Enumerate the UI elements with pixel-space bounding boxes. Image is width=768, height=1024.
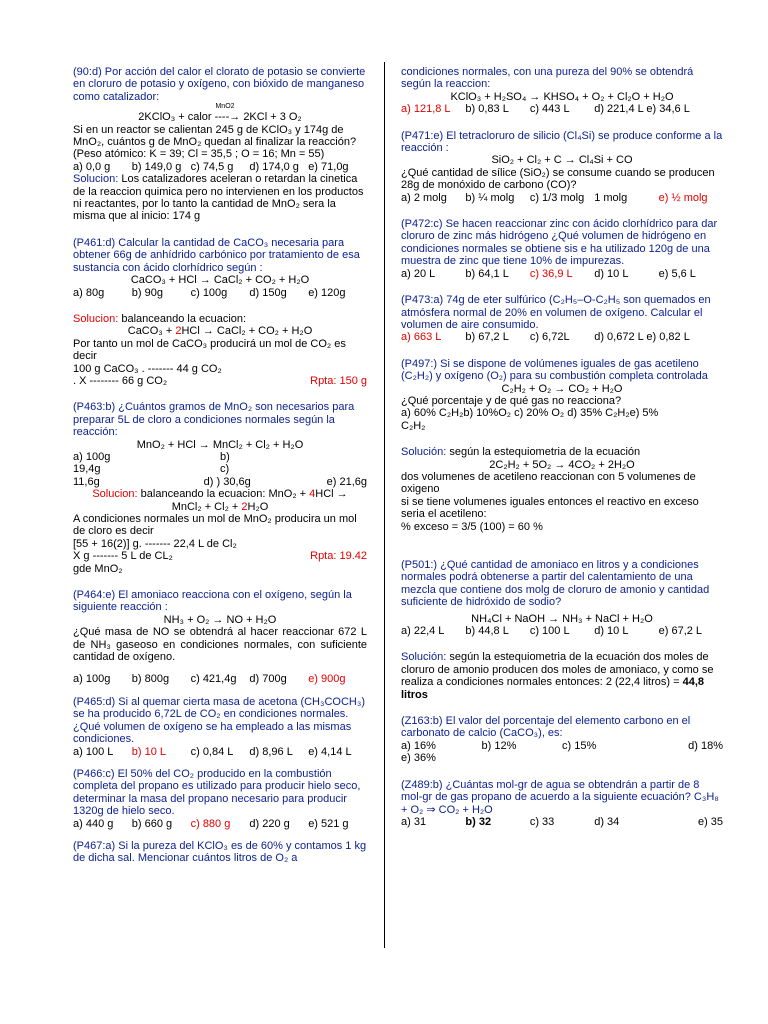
option-c: c) 1/3 molg [529,191,585,204]
right-column [401,66,723,838]
option-a: a) 100 L [73,745,114,758]
option-b: b) 64,1 L [465,267,509,280]
catalyst-label: MnO2 [215,103,235,111]
option-e-correct: e) ½ molg [658,191,708,204]
option-d: d) 18% [688,739,723,752]
option-a: a) 100g [73,450,111,463]
answer-options-wrap: C₂H₂ [401,419,426,432]
solution [73,173,367,223]
solution-label: Solución: [401,651,447,664]
result: % exceso = 3/5 (100) = 60 % [401,520,543,533]
problem-461 [73,237,367,387]
option-b: b) 90g [131,286,163,299]
solution-text: HCl → [315,488,348,501]
coefficient: 2 [241,500,248,513]
option-e: e) 21,6g [326,475,368,488]
option-e: e) 4,14 L [308,745,352,758]
option-c: c) 6,72L [529,331,570,344]
answer-options [401,103,723,115]
equation: SiO₂ + Cl₂ + C → Cl₄Si + CO [491,154,633,167]
problem-466 [73,768,367,830]
option-d: d) 220 g [249,817,290,830]
option-d: d) 10 L [594,625,629,638]
proportion-text: X g ------- 5 L de CL₂ [73,550,173,563]
option-a: a) 80g [73,286,105,299]
answer-options [73,287,367,299]
question-text: (Z163:b) El valor del porcentaje del elemento carbono en el carbonato de calcio (CaCO₃), es: [401,715,691,740]
option-b-correct: b) 32 [465,815,492,828]
balanced-equation: 2C₂H₂ + 5O₂ → 4CO₂ + 2H₂O [489,458,635,471]
option-b: b) 12% [481,739,517,752]
option-c: c) 0,84 L [190,745,234,758]
option-e: e) 5,6 L [658,267,696,280]
option-a: a) 16% [401,739,436,752]
proportion-line-1: 100 g CaCO₃ . ------- 44 g CO₂ [73,362,222,375]
option-a: a) 440 g [73,817,114,830]
question-text: (P461:d) Calcular la cantidad de CaCO₃ necesaria para obtener 66g de anhídrido carbónico por tratamiento de esa sustancia con ácido clorhídrico según : [73,236,360,274]
problem-467-continued [401,66,723,116]
explanation: si se tiene volumenes iguales entonces el reactivo en exceso seria el acetileno: [401,495,699,521]
answer-options [401,740,723,752]
solution [73,488,367,500]
option-d: d) ) 30,6g [203,475,251,488]
left-column [73,66,367,875]
option-a: a) 100g [73,673,111,686]
answer-options [73,476,367,488]
coefficient: 2 [175,325,182,338]
option-e: e) 120g [308,286,346,299]
question-text: (P473:a) 74g de eter sulfúrico (C₂H₅–O-C₂H₅ son quemados en atmósfera normal de 20% en volumen de oxígeno. Calcular el volumen de aire consumido. [401,294,711,331]
option-c: c) 33 [529,815,555,828]
answer-options [73,673,367,685]
option-d: 1 molg [594,191,628,204]
option-a: a) 2 molg [401,191,447,204]
question-text: (P465:d) Si al quemar cierta masa de acetona (CH₃COCH₃) se ha producido 6,72L de CO₂ en condiciones normales. ¿Qué volumen de oxígeno se ha empleado a las mismas condiciones. [73,695,366,746]
equation: KClO₃ + H₂SO₄ → KHSO₄ + O₂ + Cl₂O + H₂O [450,90,674,103]
equation: C₂H₂ + O₂ → CO₂ + H₂O [501,382,623,395]
problem-471 [401,130,723,204]
solution-text: balanceando la ecuacion: [121,312,247,325]
question-text: (P501:) ¿Qué cantidad de amoniaco en litros y a condiciones normales podrá obtenerse a partir del calentamiento de una mezcla que contiene dos molg de cloruro de amonio y cantidad suficiente de hidróxido de sodio? [401,559,710,609]
option-c: c) 74,5 g [190,160,234,173]
equation: 2KClO₃ + calor ----→ 2KCl + 3 O₂ [138,111,302,124]
problem-z489 [401,779,723,829]
answer-result: Rpta: 19.42 [310,550,367,563]
question-text: condiciones normales, con una pureza del 90% se obtendrá según la reaccion: [401,66,694,91]
option-b: b) 0,83 L [465,103,509,116]
option-b: b) ¼ molg [465,191,515,204]
answer-result: Rpta: 150 g [310,374,367,387]
solution-label: Solucion: [73,312,119,325]
problem-501 [401,559,723,701]
option-b: b) 67,2 L [465,331,509,344]
option-a: a) 22,4 L [401,625,445,638]
option-d: d) 8,96 L [249,745,293,758]
problem-472 [401,218,723,280]
option-a: a) 31 [401,815,427,828]
answer-options [401,816,723,828]
option-c: c) 421,4g [190,673,237,686]
problem-497 [401,358,723,533]
option-e: e) 36% [401,752,436,765]
solution-text: balanceando la ecuacion: MnO₂ + [140,488,307,501]
solution-label: Solucion: [92,488,138,501]
option-c: c) 100g [190,286,228,299]
solution [401,651,723,701]
problem-473 [401,294,723,344]
problem-465 [73,696,367,758]
option-e: e) 521 g [308,817,349,830]
solution-text: Los catalizadores aceleran o retardan la cinetica de la reaccion quimica pero no intervienen en los productos ni reactantes, por lo tanto la cantidad de MnO₂ sera la misma que al inicio: 174 g [73,173,364,223]
question-text: (P497:) Si se dispone de volúmenes iguales de gas acetileno (C₂H₂) y oxígeno (O₂) para su combustión completa controlada [401,357,708,383]
answer-options [401,331,723,343]
solution-text: según la estequiometria de la ecuación dos moles de cloruro de amonio producen dos moles de amoniaco, y como se realiza a condiciones normales entonces: 2 (22,4 litros) = [401,651,714,689]
eq-part: MnCl₂ + Cl₂ + [171,500,239,513]
proportion-line-2 [73,375,367,387]
question-text: (P471:e) El tetracloruro de silicio (Cl₄Si) se produce conforme a la reacción : [401,129,723,155]
option-d: d) 34 [594,815,620,828]
problem-467 [73,840,367,865]
option-b-value: 19,4g [73,463,101,476]
column-divider [384,62,385,948]
solution-answer: 44,8 litros [401,676,704,701]
question-text: (P466:c) El 50% del CO₂ producido en la combustión completa del propano es utilizado para producir hielo seco, determinar la masa del propano necesario para producir 1320g de hielo seco. [73,767,361,818]
problem-text: ¿Qué porcentaje y de qué gas no reacciona? [401,394,622,407]
option-a: a) 0,0 g [73,160,111,173]
eq-part: CaCO₃ + [127,325,173,338]
answer-options [73,818,367,830]
option-c-correct: c) 36,9 L [529,267,573,280]
answer-options [73,161,367,173]
explanation: Por tanto un mol de CaCO₃ producirá un mol de CO₂ es decir [73,337,346,363]
option-c: c) 443 L [529,103,570,116]
proportion-text: . X -------- 66 g CO₂ [73,374,168,387]
problem-463 [73,401,367,575]
answer-options [401,625,723,637]
solution-text: según la estequiometria de la ecuación [449,446,641,459]
option-b: b) 149,0 g [131,160,182,173]
problem-464 [73,589,367,686]
coefficient: 4 [309,488,316,501]
option-d: d) 700g [249,673,287,686]
answer-options [73,451,367,463]
option-d: d) 10 L [594,267,629,280]
equation: MnO₂ + HCl → MnCl₂ + Cl₂ + H₂O [136,438,304,451]
solution-label: Solucion: [73,173,119,186]
option-c-value: 11,6g [73,475,100,488]
answer-options: a) 60% C₂H₂b) 10%O₂ c) 20% O₂ d) 35% C₂H₂e) 5% [401,407,659,420]
explanation: A condiciones normales un mol de MnO₂ producira un mol de cloro es decir [73,513,357,538]
option-b: b) 44,8 L [465,625,509,638]
option-c: c) 15% [562,739,597,752]
option-d: d) 174,0 g [249,160,299,173]
option-d-e: d) 0,672 L e) 0,82 L [594,331,690,344]
balanced-equation [73,325,367,337]
equation: NH₄Cl + NaOH → NH₃ + NaCl + H₂O [471,612,653,625]
question-text: (P463:b) ¿Cuántos gramos de MnO₂ son necesarios para preparar 5L de cloro a condiciones normales según la reacción: [73,401,355,439]
option-e: e) 71,0g [308,160,349,173]
option-d-e: d) 221,4 L e) 34,6 L [594,103,690,116]
solution-equation [73,501,367,513]
solution [401,446,723,458]
solution [73,313,367,325]
option-c-correct: c) 880 g [190,817,231,830]
option-b: b) [220,450,230,463]
option-d: d) 150g [249,286,287,299]
problem-text: Si en un reactor se calientan 245 g de KClO₃ y 174g de MnO₂, cuántos g de MnO₂ quedan al finalizar la reacción? (Peso atómico: K = 39; Cl = 35,5 ; O = 16; Mn = 55) [73,123,357,161]
option-b-correct: b) 10 L [131,745,167,758]
answer-options [401,192,723,204]
eq-part: HCl → CaCl₂ + CO₂ + H₂O [181,325,313,338]
option-a-correct: a) 663 L [401,331,442,344]
problem-90 [73,66,367,223]
option-b: b) 800g [131,673,170,686]
option-c: c) 100 L [529,625,570,638]
option-a: a) 20 L [401,267,436,280]
answer-options [401,268,723,280]
option-e: e) 35 [697,815,724,828]
eq-part: H₂O [247,500,269,513]
option-e: e) 67,2 L [658,625,703,638]
proportion-line-1: [55 + 16(2)] g. ------- 22,4 L de Cl₂ [73,537,237,550]
proportion-line-2 [73,550,367,562]
answer-options [73,463,367,475]
question-text: (P472:c) Se hacen reaccionar zinc con ácido clorhídrico para dar cloruro de zinc más hidrógeno ¿Qué volumen de hidrógeno en condiciones normales se obtiene sis e ha utilizado 120g de una muestra de zinc que tiene 10% de impurezas. [401,218,718,268]
answer-options [73,746,367,758]
question-text: (P467:a) Si la pureza del KClO₃ es de 60% y contamos 1 kg de dicha sal. Mencionar cuántos litros de O₂ a [73,839,367,865]
question-text: (P464:e) El amoniaco reacciona con el oxígeno, según la siguiente reacción : [73,589,352,614]
option-a-correct: a) 121,8 L [401,103,451,116]
equation: NH₃ + O₂ → NO + H₂O [163,613,277,626]
option-b: b) 660 g [131,817,173,830]
option-c: c) [220,463,230,476]
option-e-correct: e) 900g [308,673,346,686]
problem-text: ¿Qué cantidad de sílice (SiO₂) se consume cuando se producen 28g de monóxido de carbono (CO)? [401,166,715,192]
question-text: (90:d) Por acción del calor el clorato de potasio se convierte en cloruro de potasio y oxígeno, con bióxido de manganeso como catalizador: [73,66,366,103]
equation: CaCO₃ + HCl → CaCl₂ + CO₂ + H₂O [130,274,310,287]
problem-z163 [401,715,723,765]
proportion-unit: gde MnO₂ [73,562,123,575]
problem-text: ¿Qué masa de NO se obtendrá al hacer reaccionar 672 L de NH₃ gaseoso en condiciones normales, con suficiente cantidad de oxígeno. [73,626,367,664]
explanation: dos volumenes de acetileno reaccionan con 5 volumenes de oxigeno [401,470,696,496]
solution-label: Solución: [401,446,447,459]
question-text: (Z489:b) ¿Cuántas mol-gr de agua se obtendrán a partir de 8 mol-gr de gas propano de acuerdo a la siguiente ecuación? C₃H₈ + O₂ ⇒ CO₂ + H₂O [401,778,719,816]
